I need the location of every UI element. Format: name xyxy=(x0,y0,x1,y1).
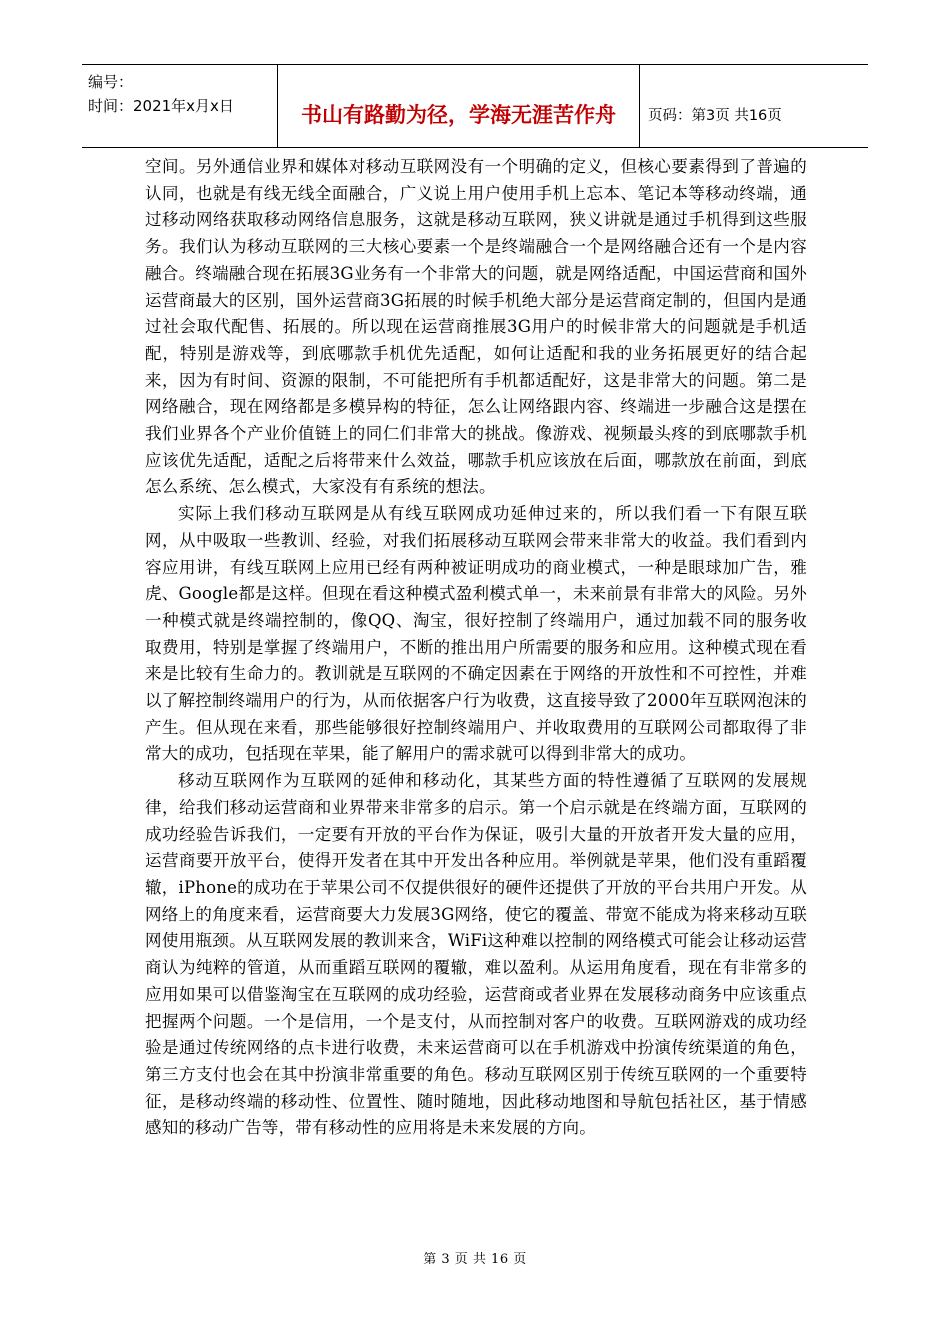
paragraph-2: 实际上我们移动互联网是从有线互联网成功延伸过来的，所以我们看一下有限互联网，从中吸取一些教训、经验，对我们拓展移动互联网会带来非常大的收益。我们看到内容应用讲，有线互联网上应用已经有两种被证明成功的商业模式，一种是眼球加广告，雅虎、Google都是这样。但现在看这种模式盈利模式单一，未来前景有非常大的风险。另外一种模式就是终端控制的，像QQ、淘宝，很好控制了终端用户，通过加载不同的服务收取费用，特别是掌握了终端用户，不断的推出用户所需要的服务和应用。这种模式现在看来是比较有生命力的。教训就是互联网的不确定因素在于网络的开放性和不可控性，并难以了解控制终端用户的行为，从而依据客户行为收费，这直接导致了2000年互联网泡沫的产生。但从现在来看，那些能够很好控制终端用户、并收取费用的互联网公司都取得了非常大的成功，包括现在苹果，能了解用户的需求就可以得到非常大的成功。 xyxy=(145,504,807,764)
paragraph-3: 移动互联网作为互联网的延伸和移动化，其某些方面的特性遵循了互联网的发展规律，给我们移动运营商和业界带来非常多的启示。第一个启示就是在终端方面，互联网的成功经验告诉我们，一定要有开放的平台作为保证，吸引大量的开放者开发大量的应用，运营商要开放平台，使得开发者在其中开发出各种应用。举例就是苹果，他们没有重蹈覆辙，iPhone的成功在于苹果公司不仅提供很好的硬件还提供了开放的平台共用户开发。从网络上的角度来看，运营商要大力发展3G网络，使它的覆盖、带宽不能成为将来移动互联网使用瓶颈。从互联网发展的教训来含，WiFi这种难以控制的网络模式可能会让移动运营商认为纯粹的管道，从而重蹈互联网的覆辙，难以盈利。从运用角度看，现在有非常多的应用如果可以借鉴淘宝在互联网的成功经验，运营商或者业界在发展移动商务中应该重点把握两个问题。一个是信用，一个是支付，从而控制对客户的收费。互联网游戏的成功经验是通过传统网络的点卡进行收费，未来运营商可以在手机游戏中扮演传统渠道的角色，第三方支付也会在其中扮演非常重要的角色。移动互联网区别于传统互联网的一个重要特征，是移动终端的移动性、位置性、随时随地，因此移动地图和导航包括社区，基于情感感知的移动广告等，带有移动性的应用将是未来发展的方向。 xyxy=(145,771,807,1138)
paragraph-1: 空间。另外通信业界和媒体对移动互联网没有一个明确的定义，但核心要素得到了普遍的认同，也就是有线无线全面融合，广义说上用户使用手机上忘本、笔记本等移动终端，通过移动网络获取移动网络信息服务，这就是移动互联网，狭义讲就是通过手机得到这些服务。我们认为移动互联网的三大核心要素一个是终端融合一个是网络融合还有一个是内容融合。终端融合现在拓展3G业务有一个非常大的问题，就是网络适配，中国运营商和国外运营商最大的区别，国外运营商3G拓展的时候手机绝大部分是运营商定制的，但国内是通过社会取代配售、拓展的。所以现在运营商推展3G用户的时候非常大的问题就是手机适配，特别是游戏等，到底哪款手机优先适配，如何让适配和我的业务拓展更好的结合起来，因为有时间、资源的限制，不可能把所有手机都适配好，这是非常大的问题。第二是网络融合，现在网络都是多模异构的特征，怎么让网络跟内容、终端进一步融合这是摆在我们业界各个产业价值链上的同仁们非常大的挑战。像游戏、视频最头疼的到底哪款手机应该优先适配，适配之后将带来什么效益，哪款手机应该放在后面，哪款放在前面，到底怎么系统、怎么模式，大家没有有系统的想法。 xyxy=(145,157,807,497)
page-header xyxy=(82,64,868,148)
document-time-label: 时间：2021年x月x日 xyxy=(88,97,234,115)
document-body xyxy=(145,154,807,1142)
page-footer: 第 3 页 共 16 页 xyxy=(423,1252,527,1267)
document-number-label: 编号： xyxy=(88,73,134,91)
header-page-info: 页码：第3页 共16页 xyxy=(648,107,782,124)
header-meta xyxy=(82,65,278,147)
header-motto: 书山有路勤为径，学海无涯苦作舟 xyxy=(278,65,640,147)
